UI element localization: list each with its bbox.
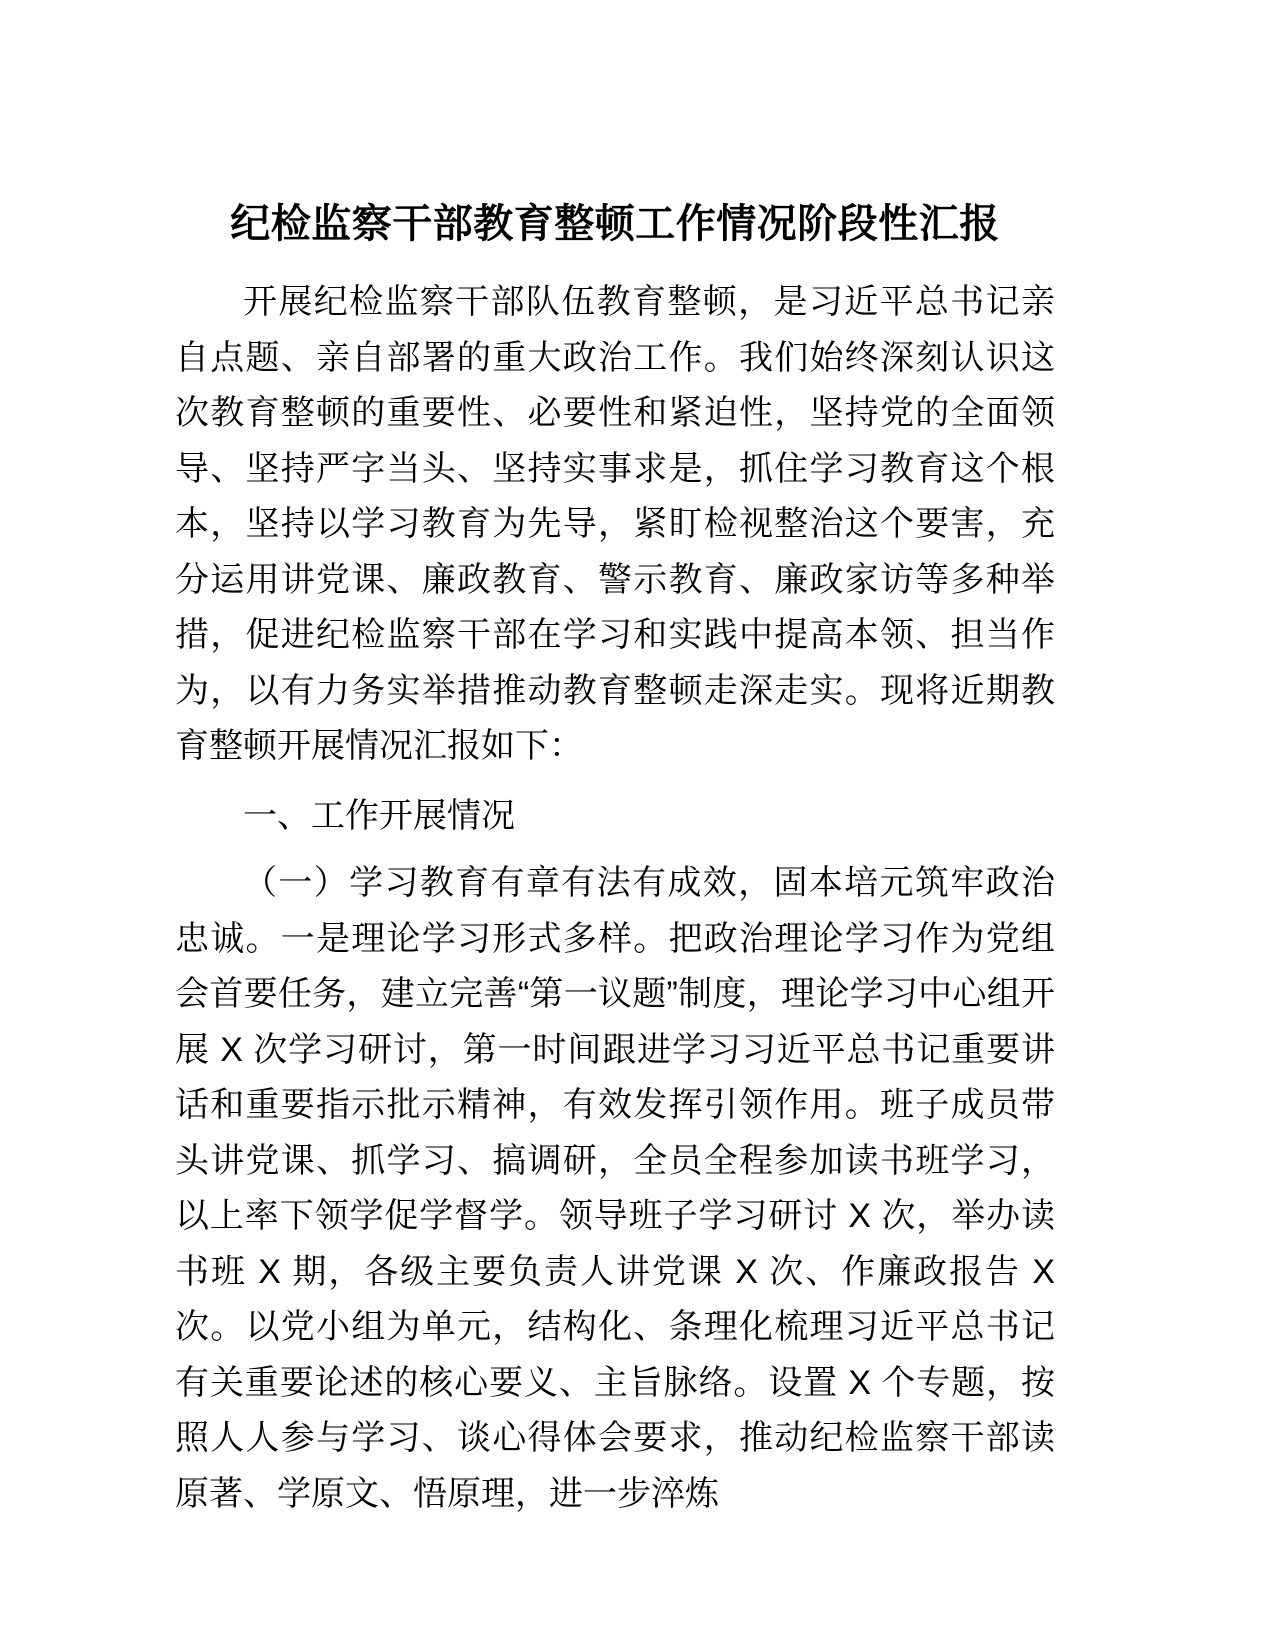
section-one-item-one-paragraph: （一）学习教育有章有法有成效，固本培元筑牢政治忠诚。一是理论学习形式多样。把政治理论学习作为党组会首要任务，建立完善“第一议题”制度，理论学习中心组开展 X 次学习研讨，第一时间跟进学习习近平总书记重要讲话和重要指示批示精神，有效发挥引领作用。班子成员带头讲党课、抓学习、搞调研，全员全程参加读书班学习，以上率下领学促学督学。领导班子学习研讨 X 次，举办读书班 X 期，各级主要负责人讲党课 X 次、作廉政报告 X 次。以党小组为单元，结构化、条理化梳理习近平总书记有关重要论述的核心要义、主旨脉络。设置 X 个专题，按照人人参与学习、谈心得体会要求，推动纪检监察干部读原著、学原文、悟原理，进一步淬炼 [175, 864, 1055, 1513]
section-heading-one: 一、工作开展情况 [243, 796, 515, 835]
page-title: 纪检监察干部教育整顿工作情况阶段性汇报 [230, 202, 1000, 246]
intro-paragraph: 开展纪检监察干部队伍教育整顿，是习近平总书记亲自点题、亲自部署的重大政治工作。我们始终深刻认识这次教育整顿的重要性、必要性和紧迫性，坚持党的全面领导、坚持严字当头、坚持实事求是，抓住学习教育这个根本，坚持以学习教育为先导，紧盯检视整治这个要害，充分运用讲党课、廉政教育、警示教育、廉政家访等多种举措，促进纪检监察干部在学习和实践中提高本领、担当作为，以有力务实举措推动教育整顿走深走实。现将近期教育整顿开展情况汇报如下： [175, 283, 1055, 765]
page-body [175, 0, 1055, 1522]
